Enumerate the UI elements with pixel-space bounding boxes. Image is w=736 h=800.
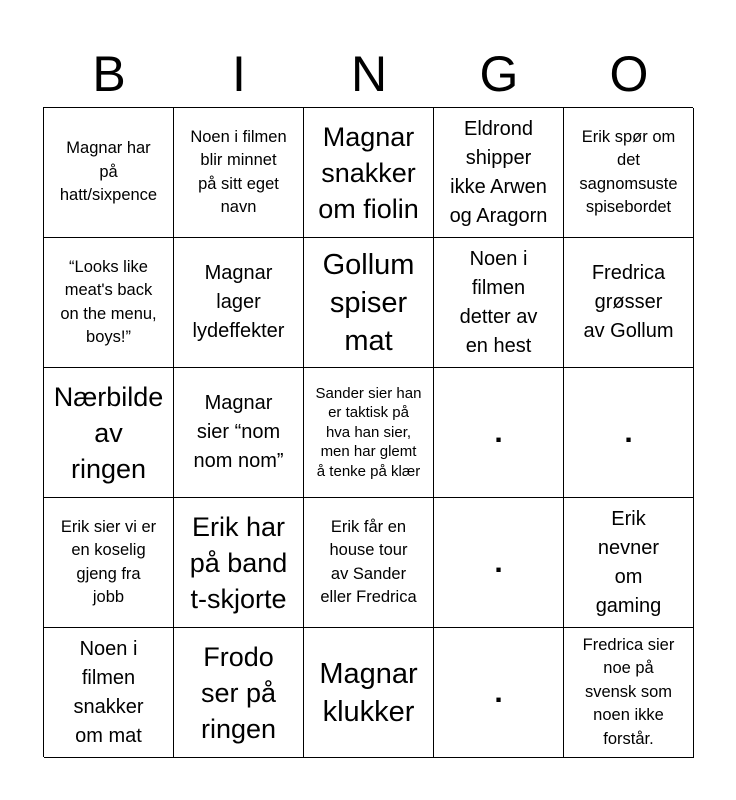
- cell-text: Erik spør om det sagnomsuste spisebordet: [579, 127, 678, 216]
- cell-text: .: [494, 415, 503, 449]
- bingo-cell-r4c5[interactable]: [564, 498, 694, 628]
- bingo-cell-r4c1[interactable]: [44, 498, 174, 628]
- cell-text: Sander sier han er taktisk på hva han sier, men har glemt å tenke på klær: [315, 384, 422, 480]
- cell-text: Fredrica sier noe på svensk som noen ikke forstår.: [582, 635, 675, 748]
- cell-text: Magnar lager lydeffekter: [192, 262, 285, 342]
- cell-text: Nærbilde av ringen: [53, 381, 164, 484]
- cell-text: Erik sier vi er en koselig gjeng fra jobb: [60, 517, 157, 606]
- cell-text: Noen i filmen blir minnet på sitt eget navn: [190, 127, 287, 216]
- bingo-cell-r4c4[interactable]: [434, 498, 564, 628]
- bingo-cell-r5c4[interactable]: [434, 628, 564, 758]
- cell-text: Gollum spiser mat: [322, 248, 415, 357]
- cell-text: Noen i filmen detter av en hest: [459, 247, 538, 357]
- header-letter-o: O: [609, 46, 649, 102]
- bingo-cell-r3c5[interactable]: [564, 368, 694, 498]
- bingo-cell-r1c1[interactable]: [44, 108, 174, 238]
- bingo-cell-r2c4[interactable]: [434, 238, 564, 368]
- bingo-cell-r5c5[interactable]: [564, 628, 694, 758]
- bingo-cell-r5c2[interactable]: [174, 628, 304, 758]
- cell-text: Noen i filmen snakker om mat: [73, 637, 144, 747]
- header-letter-n: N: [350, 46, 388, 102]
- bingo-cell-r2c5[interactable]: [564, 238, 694, 368]
- cell-text: “Looks like meat's back on the menu, boys!”: [60, 257, 157, 346]
- bingo-cell-r4c2[interactable]: [174, 498, 304, 628]
- bingo-cell-r3c4[interactable]: [434, 368, 564, 498]
- cell-text: Frodo ser på ringen: [200, 641, 277, 744]
- bingo-cell-r1c2[interactable]: [174, 108, 304, 238]
- cell-text: Erik får en house tour av Sander eller Fredrica: [320, 517, 417, 606]
- cell-text: Fredrica grøsser av Gollum: [583, 262, 674, 342]
- bingo-cell-r2c1[interactable]: [44, 238, 174, 368]
- bingo-cell-r2c2[interactable]: [174, 238, 304, 368]
- bingo-cell-r1c5[interactable]: [564, 108, 694, 238]
- cell-text: Magnar snakker om fiolin: [318, 121, 419, 224]
- bingo-header: [44, 44, 694, 104]
- bingo-cell-r3c3[interactable]: [304, 368, 434, 498]
- header-letter-b: B: [92, 46, 126, 102]
- bingo-cell-r4c3[interactable]: [304, 498, 434, 628]
- cell-text: Eldrond shipper ikke Arwen og Aragorn: [449, 117, 548, 227]
- bingo-cell-r5c3[interactable]: [304, 628, 434, 758]
- bingo-cell-r1c3[interactable]: [304, 108, 434, 238]
- bingo-cell-r3c2[interactable]: [174, 368, 304, 498]
- cell-text: .: [494, 675, 503, 709]
- bingo-cell-r5c1[interactable]: [44, 628, 174, 758]
- bingo-cell-r1c4[interactable]: [434, 108, 564, 238]
- cell-text: .: [624, 415, 633, 449]
- header-letter-g: G: [479, 46, 519, 102]
- bingo-cell-r3c1[interactable]: [44, 368, 174, 498]
- cell-text: .: [494, 545, 503, 579]
- bingo-cell-r2c3[interactable]: [304, 238, 434, 368]
- bingo-card: [43, 107, 693, 757]
- header-letter-i: I: [232, 46, 246, 102]
- cell-text: Erik nevner om gaming: [595, 507, 662, 617]
- cell-text: Erik har på band t-skjorte: [189, 511, 288, 614]
- cell-text: Magnar har på hatt/sixpence: [59, 139, 158, 205]
- cell-text: Magnar sier “nom nom nom”: [193, 392, 284, 472]
- cell-text: Magnar klukker: [319, 657, 418, 728]
